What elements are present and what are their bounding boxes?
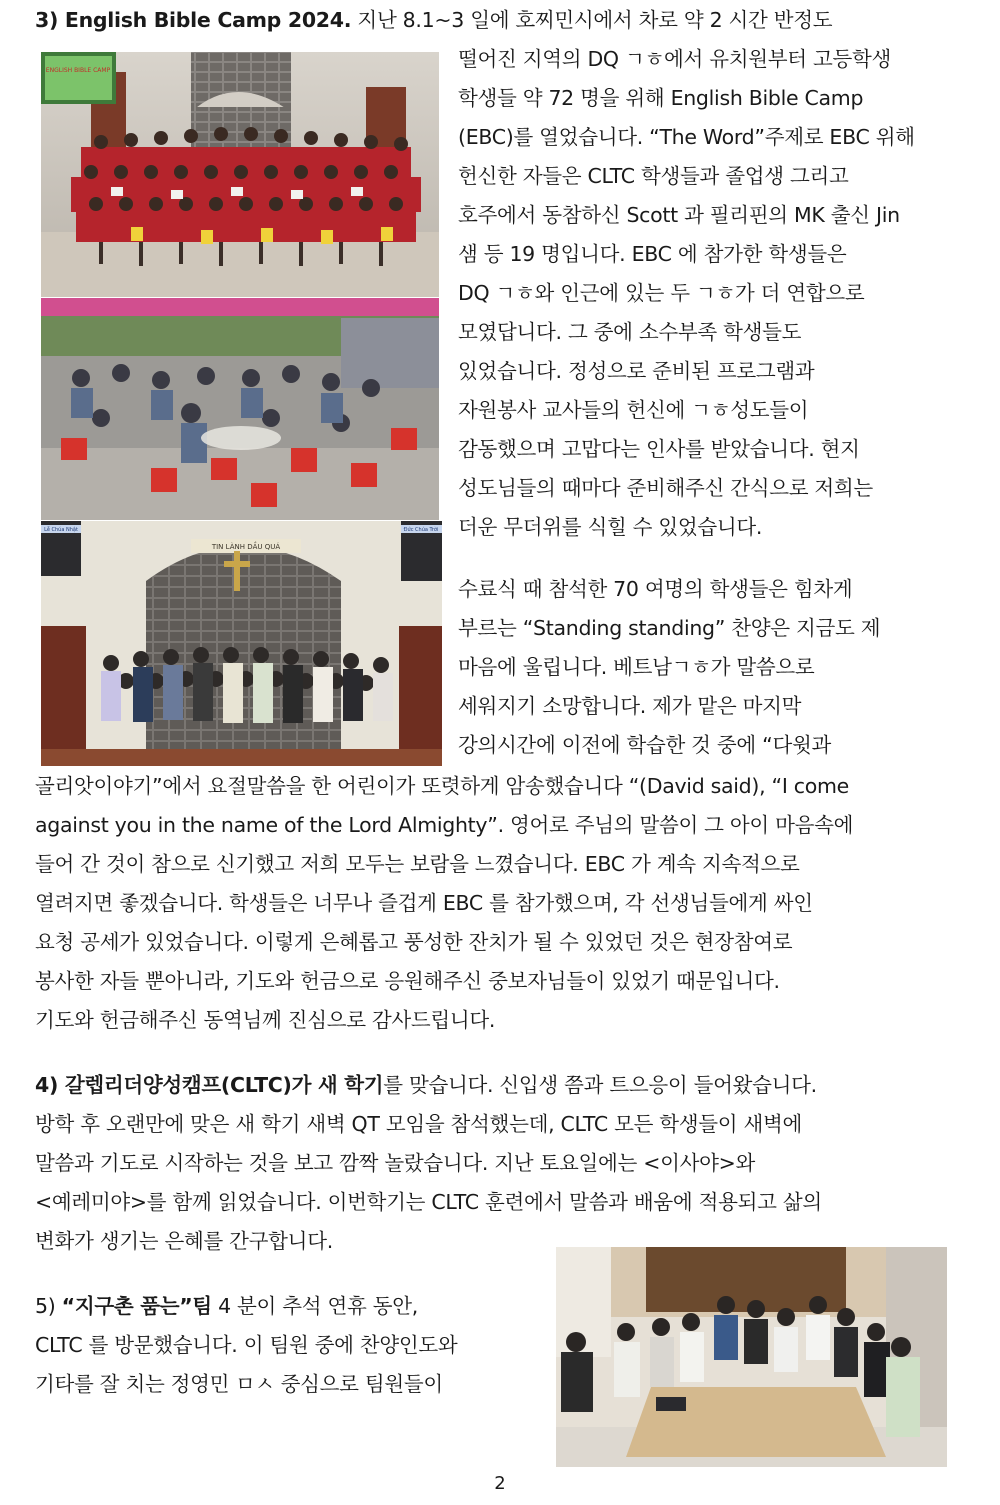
page-number: 2	[494, 1473, 506, 1494]
photo-church-group-image	[41, 521, 442, 766]
section3-text-line: 자원봉사 교사들의 헌신에 ㄱㅎ성도들이	[458, 398, 809, 422]
section4-text-line: <예레미야>를 함께 읽었습니다. 이번학기는 CLTC 훈련에서 말씀과 배움에 적용되고 삶의	[35, 1190, 822, 1214]
section3-full-line: 들어 간 것이 참으로 신기했고 저희 모두는 보람을 느꼈습니다. EBC 가 계속 지속적으로	[35, 852, 800, 876]
photo-team-visit	[556, 1247, 947, 1467]
section3-text-line: 부르는 “Standing standing” 찬양은 지금도 제	[458, 616, 881, 640]
section5-number: 5)	[35, 1294, 62, 1318]
section5-text-line: CLTC 를 방문했습니다. 이 팀원 중에 찬양인도와	[35, 1333, 458, 1357]
section3-full-line: 기도와 헌금해주신 동역님께 진심으로 감사드립니다.	[35, 1008, 496, 1032]
section3-full-line: 요청 공세가 있었습니다. 이렇게 은혜롭고 풍성한 잔치가 될 수 있었던 것은 현장참여로	[35, 930, 793, 954]
section3-text-line: DQ ㄱㅎ와 인근에 있는 두 ㄱㅎ가 더 연합으로	[458, 281, 865, 305]
section3-full-line: 열려지면 좋겠습니다. 학생들은 너무나 즐겁게 EBC 를 참가했으며, 각 선생님들에게 싸인	[35, 891, 813, 915]
section3-heading: 3) English Bible Camp 2024.	[35, 8, 352, 32]
section3-heading-line	[35, 7, 832, 33]
photo-group-camp-image	[41, 52, 439, 297]
section3-text-line: 호주에서 동참하신 Scott 과 필리핀의 MK 출신 Jin	[458, 203, 900, 227]
section3-full-line: 골리앗이야기”에서 요절말씀을 한 어린이가 또렷하게 암송했습니다 “(David said), “I come	[35, 774, 849, 798]
section3-text-line: 헌신한 자들은 CLTC 학생들과 졸업생 그리고	[458, 164, 849, 188]
section3-text-line: 더운 무더위를 식힐 수 있었습니다.	[458, 515, 763, 539]
photo-team-visit-image	[556, 1247, 947, 1467]
section4-text-line: 말씀과 기도로 시작하는 것을 보고 깜짝 놀랐습니다. 지난 토요일에는 <이사야>와	[35, 1151, 756, 1175]
section3-text-line: 샘 등 19 명입니다. EBC 에 참가한 학생들은	[458, 242, 847, 266]
section4-heading-rest: 를 맞습니다. 신입생 쯤과 트으응이 들어왔습니다.	[383, 1073, 817, 1097]
photo-meal-gathering-image	[41, 298, 439, 520]
section3-text-line: 성도님들의 때마다 준비해주신 간식으로 저희는	[458, 476, 873, 500]
section3-text-line: (EBC)를 열었습니다. “The Word”주제로 EBC 위해	[458, 125, 915, 149]
section3-text-line: 강의시간에 이전에 학습한 것 중에 “다윗과	[458, 733, 831, 757]
section5-text-line: 기타를 잘 치는 정영민 ㅁㅅ 중심으로 팀원들이	[35, 1372, 443, 1396]
section3-text-line: 수료식 때 참석한 70 여명의 학생들은 힘차게	[458, 577, 853, 601]
church-sign-text: TIN LÀNH DẦU QUÁ	[211, 543, 281, 551]
church-poster-left-text: Lễ Chúa Nhật	[44, 527, 78, 533]
section3-full-line: 봉사한 자들 뿐아니라, 기도와 헌금으로 응원해주신 중보자님들이 있었기 때문입니다.	[35, 969, 780, 993]
church-poster-right-text: Đức Chúa Trời	[403, 527, 439, 533]
section3-heading-rest: 지난 8.1~3 일에 호찌민시에서 차로 약 2 시간 반정도	[351, 8, 833, 32]
photo-group-camp	[41, 52, 439, 297]
section3-text-line: 감동했으며 고맙다는 인사를 받았습니다. 현지	[458, 437, 860, 461]
photo-meal-gathering	[41, 298, 439, 520]
section5-heading: “지구촌 품는”팀	[61, 1294, 212, 1318]
camp-banner-text: ENGLISH BIBLE CAMP	[45, 67, 111, 74]
section3-text-line: 세워지기 소망합니다. 제가 맡은 마지막	[458, 694, 802, 718]
section3-text-line: 마음에 울립니다. 베트남ㄱㅎ가 말씀으로	[458, 655, 815, 679]
section4-text-line: 변화가 생기는 은혜를 간구합니다.	[35, 1229, 333, 1253]
section3-text-line: 학생들 약 72 명을 위해 English Bible Camp	[458, 86, 864, 110]
section3-text-line: 있었습니다. 정성으로 준비된 프로그램과	[458, 359, 815, 383]
photo-church-group	[41, 521, 442, 766]
section4-heading: 4) 갈렙리더양성캠프(CLTC)가 새 학기	[35, 1073, 384, 1097]
section3-text-line: 모였답니다. 그 중에 소수부족 학생들도	[458, 320, 802, 344]
section3-full-line: against you in the name of the Lord Almighty”. 영어로 주님의 말씀이 그 아이 마음속에	[35, 813, 854, 837]
section4-text-line: 방학 후 오랜만에 맞은 새 학기 새벽 QT 모임을 참석했는데, CLTC 모든 학생들이 새벽에	[35, 1112, 803, 1136]
section4-heading-line	[35, 1072, 817, 1098]
section3-text-line: 떨어진 지역의 DQ ㄱㅎ에서 유치원부터 고등학생	[458, 47, 891, 71]
section5-heading-line	[35, 1293, 418, 1319]
section5-heading-rest: 4 분이 추석 연휴 동안,	[211, 1294, 418, 1318]
